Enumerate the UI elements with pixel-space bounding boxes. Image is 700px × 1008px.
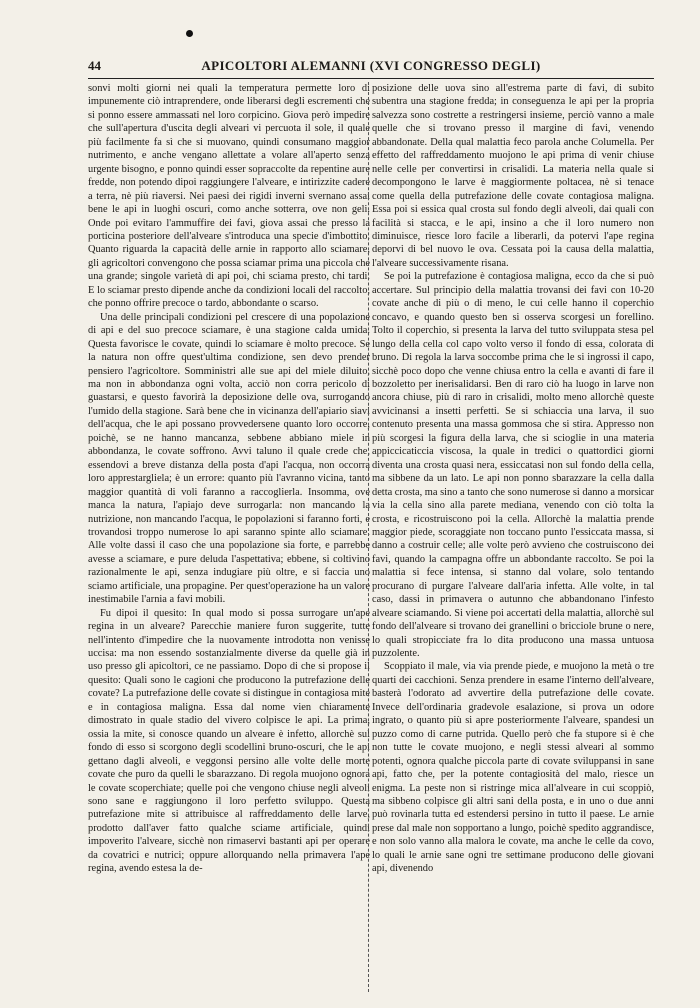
page-number: 44 <box>88 58 101 73</box>
ink-spot <box>186 30 193 37</box>
paragraph: posizione delle uova sino all'estrema parte di favi, di subito subentra una stagione fredda; in conseguenza le api per la propria salvezza sono costrette a restringersi insieme, perciò vanno a male quelle che si trovano presso il margine di favi, venendo abbandonate. Della qual malattia feco parola anche Columella. Per effetto del raffreddamento muojono le api prima di venir chiuse nelle celle per convertirsi in crisalidi. La materia nella quale si decompongono le larve è maggiormente poltacea, nè si tenace come quella della putrefazione delle covate contagiosa maligna. Essa poi si essica qual crosta sul fondo degli alveoli, dai quali con facilità si stacca, e le api, insino a che il loro numero non diminuisce, riesce loro facile a liberarli, da potervi l'ape regina deporvi di bel nuovo le ova. Cessata poi la causa della malattia, l'alveare successivamente risana. <box>372 83 654 269</box>
paragraph: Fu dipoi il quesito: In qual modo si possa surrogare un'ape regina in un alveare? Parecchie maniere furon suggerite, tutte nell'intento d'impedire che la nuovamente introdotta non venisse uccisa: ma non essendo sostanzialmente diverse da quelle già in uso presso gli apicoltori, ce ne passiamo. Dopo di che si propose il quesito: Quali sono le cagioni che producono la putrefazione delle covate? La putrefazione delle covate si distingue in contagiosa mite e in contagiosa maligna. Essa dal nome vien chiaramente dimostrato in quale stadio del vivero colpisce le api. La prima, ossia la mite, si conosce quando un alveare è infetto, allorchè sul fondo di esso si scorgono degli scodellini bruno-oscuri, che le api gettano dagli alveoli, e veggonsi persino alle volte delle morte covate che puro da quelli le sbarazzano. Di regola muojono ognora le covate scoperchiate; quelle poi che vengono chiuse negli alveoli sono sane e raggiungono il loro perfetto sviluppo. Questa putrefazione mite si attribuisce al raffreddamento delle larve, prodotto dall'aver fatto qualche sciame artificiale, quindi impoverito l'alveare, sicchè non rimaservi bastanti api per operare da covatrici e nutrici; oppure allorquando nella primavera l'ape regina, avendo estesa la de- <box>88 607 370 875</box>
paragraph: sonvi molti giorni nei quali la temperatura permette loro di impunemente ciò intraprendere, onde liberarsi degli escrementi che si ponno essere ammassati nel loro corpicino. Giova però impedire che sull'apertura d'uscita degli alveari vi percuota il sole, il quale più facilmente fa sì che si muovano, quindi consumano maggior nutrimento, e anche vengano allettate a volare all'aperto senza urgente bisogno, e ponno quindi esser sopraccolte da repentine aure fredde, non potendo dipoi raggiungere l'alveare, e intirizzite cadere a terra, nè più riaversi. Nei paesi dei rigidi inverni svernano assai bene le api in luoghi oscuri, como anche sotterra, ove non geli. Onde poi evitaro l'ammuffire dei favi, giova assai che presso la porticina posteriore dell'alveare s'introduca una specie d'imbottito. Quanto riguarda la capacità delle arnie in rapporto allo sciamare, gli agricoltori convengono che possa sciamar prima una piccola che una grande; singole varietà di api poi, chi sciama presto, chi tardi. E lo sciamar presto dipende anche da condizioni locali del raccolto, che ponno offrire precoce o tardo, abbondante o scarso. <box>88 83 370 310</box>
column-divider <box>368 82 369 992</box>
running-head: APICOLTORI ALEMANNI (XVI CONGRESSO DEGLI) <box>201 58 541 73</box>
paragraph: Una delle principali condizioni pel crescere di una popolazione di api e del suo precoce sciamare, è una stagione calda umida. Questa favorisce le covate, quindi lo sciamare è molto precoce. Se la natura non offre quest'ultima condizione, sen devo prender pensiero l'agricoltore. Somministri alle sue api del miele diluito, ma non in abbondanza ogni volta, acciò non corra pericolo di guastarsi, e questo favorirà la deposizione delle ova, surrogando l'umido della stagione. Sarà bene che in vicinanza dell'apiario siavi dell'acqua, che le api possano provvedersene quanto loro occorre, poichè, se ne hanno mancanza, sebbene abbiano miele in abbondanza, le covate soffrono. Avvi taluno il quale crede che, essendovi a breve distanza della posta d'api l'acqua, non occorra loro apprestargliela; è un errore: quanto più l'avranno vicina, tanto maggior quantità di voli faranno a raccoglierla. Insomma, ove manca la natura, l'apiajo deve surrogarla: non mancando la nutrizione, non mancando l'acqua, le popolazioni si faranno forti, e trovandosi troppo numerose lo api saranno spinte allo sciamare. Alle volte dassi il caso che una popolazione sia forte, e parrebbe avesse a sciamare, e pure deluda l'aspettativa; ebbene, si coltivino razionalmente le api, senza indugiare più oltre, e si faccia uno sciamo artificiale, una propagine. Per quest'operazione ha un valore inestimabile l'arnia a favi mobili. <box>88 311 370 606</box>
paragraph: Se poi la putrefazione è contagiosa maligna, ecco da che si può accertare. Sul principio della malattia trovansi dei favi con 10-20 covate anche di più o di meno, le cui celle hanno il coperchio concavo, e quando questo ben si osserva scorgesi un forellino. Tolto il coperchio, si presenta la larva del tutto sviluppata stesa pel lungo della cella col capo volto verso il fondo di essa, colorata di bruno. Di regola la larva soccombe prima che le si ingrossi il capo, sicchè poco dopo che venne chiusa entro la cella e avanti di fare il bozzoletto per inerisalidarsi. Ben di raro ciò ha luogo in larve non ancora chiuse, più di raro in crisalidi, molto meno allorchè queste avvicinansi a insetti perfetti. Se si schiaccia una larva, il suo contenuto presenta una massa gommosa che si stira. Appresso non più scorgesi la figura della larva, che si scioglie in una materia appiccicaticcia viscosa, la quale in tredici o quattordici giorni diventa una crosta quasi nera, essiccatasi non sul fondo della cella, ma sibbene da un lato. Le api non ponno sbarazzare la cella dalla detta crosta, ma sino a tanto che sono numerose si danno a morsicar via la cella sino alla parete mediana, venendo con ciò tolta la crosta, e ricostruiscono poi la cella. Allorchè la malattia prende maggior piede, scoraggiate non toccano punto l'essiccata massa, si danno a costruir celle; alle volte però avvieno che costruiscono dei favi, quando la campagna offre un abbondante raccolto. Se poi la malattia si fece intensa, si stanno dal volare, solo tentando procurano di purgare l'alveare dall'aria infetta. Alle volte, in tal caso, dassi in primavera o autunno che abbandonano l'infesto alveare sciamando. Si viene poi accertati della malattia, allorchè sul fondo dell'alveare si trovano dei granellini o bricciole brune o nere, lo quali stropicciate fra lo dita producono una massa untuosa puzzolente. <box>372 271 654 660</box>
left-column <box>88 82 370 992</box>
right-column <box>372 82 654 992</box>
page-header <box>88 58 654 76</box>
paragraph: Scoppiato il male, via via prende piede, e muojono la metà o tre quarti dei cacchioni. Senza prendere in esame l'interno dell'alveare, basterà l'odorato ad avvertire della putrefazione delle covate. Invece dell'ordinaria gradevole esalazione, si prova un odore ingrato, o quanto più si apre posteriormente l'alveare, spandesi un puzzo como di carne putrida. Quello però che fa stupore si è che non tutte le covate muojono, e negli stessi alveari al sommo potenti, ognora qualche piccola parte di covate sviluppansi in sane api, fatto che, per la potente contagiosità del malo, riesce un enigma. La peste non si ristringe mica all'alveare in cui scoppiò, ma sibbeno colpisce gli altri sani della posta, e in uno o due anni può rovinarla tutta ed estendersi persino in tutto il paese. Le arnie prese dal male non sopportano a lungo, poichè spedito aggrandisce, e non solo vanno alla malora le covate, ma anche le celle da covo, lo quali le arnie sane ogni tre settimane producono delle giovani api, divenendo <box>372 661 654 875</box>
header-rule <box>88 78 654 79</box>
